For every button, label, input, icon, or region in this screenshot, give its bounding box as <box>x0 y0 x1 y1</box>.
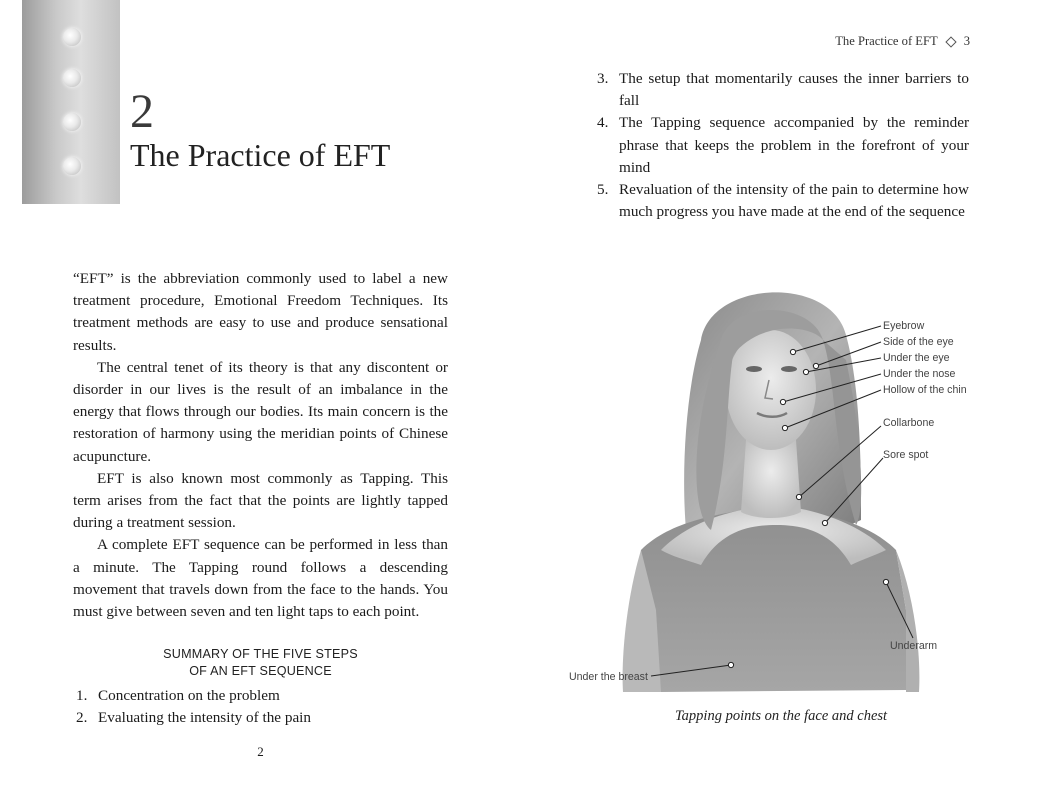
step-number: 3. <box>597 70 609 87</box>
list-item <box>76 685 448 707</box>
chapter-number: 2 <box>130 85 154 138</box>
list-item <box>597 68 969 112</box>
label-collarbone: Collarbone <box>883 417 935 429</box>
steps-list <box>597 68 969 223</box>
step-number: 5. <box>597 181 609 199</box>
chapter-decoration <box>22 0 120 204</box>
step-text: Evaluating the intensity of the pain <box>98 709 311 727</box>
label-hollow-of-chin: Hollow of the chin <box>883 384 967 396</box>
paragraph: “EFT” is the abbreviation commonly used to label a new treatment procedure, Emotional Freedom Techniques. Its treatment methods are easy to use and produce sensational results. <box>73 270 448 354</box>
decorative-dot <box>63 157 81 175</box>
label-under-breast: Under the breast <box>569 671 648 683</box>
step-text: The setup that momentarily causes the inner barriers to fall <box>619 70 969 110</box>
right-page <box>521 0 1042 799</box>
step-text: Concentration on the problem <box>98 687 280 704</box>
page-number: 2 <box>257 744 264 759</box>
diamond-ornament-icon <box>945 36 956 47</box>
paragraph: A complete EFT sequence can be performed in less than a minute. The Tapping round follows a descending movement that travels down from the face to the hands. You must give between seven and ten light taps to each point. <box>73 536 448 621</box>
summary-heading-line: OF AN EFT SEQUENCE <box>189 664 332 678</box>
summary-heading-line: SUMMARY OF THE FIVE STEPS <box>163 647 358 661</box>
label-side-of-eye: Side of the eye <box>883 336 954 348</box>
step-number: 1. <box>76 687 88 704</box>
step-number: 2. <box>76 709 88 727</box>
list-item <box>597 179 969 223</box>
chapter-title: The Practice of EFT <box>130 137 391 173</box>
step-text: Revaluation of the intensity of the pain to determine how much progress you have made at the end of the sequence <box>619 181 969 221</box>
paragraph: EFT is also known most commonly as Tapping. This term arises from the fact that the points are lightly tapped during a treatment session. <box>73 469 448 532</box>
body-text <box>73 268 448 623</box>
summary-heading <box>73 646 448 680</box>
decorative-dot <box>63 113 81 131</box>
decorative-dot <box>63 69 81 87</box>
step-text: The Tapping sequence accompanied by the reminder phrase that keeps the problem in the forefront of your mind <box>619 114 969 176</box>
paragraph: The central tenet of its theory is that any discontent or disorder in our lives is the result of an imbalance in the energy that flows through our bodies. Its main concern is the restoration of harmony using the meridian points of Chinese acupuncture. <box>73 358 448 465</box>
running-head-title: The Practice of EFT <box>835 34 938 48</box>
page-number: 3 <box>963 34 970 48</box>
step-number: 4. <box>597 114 609 132</box>
tapping-points-figure <box>561 280 1001 700</box>
label-underarm: Underarm <box>890 640 938 652</box>
decorative-dot <box>63 28 81 46</box>
list-item <box>597 112 969 179</box>
label-under-eye: Under the eye <box>883 352 950 364</box>
steps-list <box>76 685 448 729</box>
label-sore-spot: Sore spot <box>883 449 929 461</box>
label-under-nose: Under the nose <box>883 368 956 380</box>
label-eyebrow: Eyebrow <box>883 320 925 332</box>
figure-caption: Tapping points on the face and chest <box>674 708 888 724</box>
list-item <box>76 707 448 729</box>
running-head <box>835 34 970 49</box>
